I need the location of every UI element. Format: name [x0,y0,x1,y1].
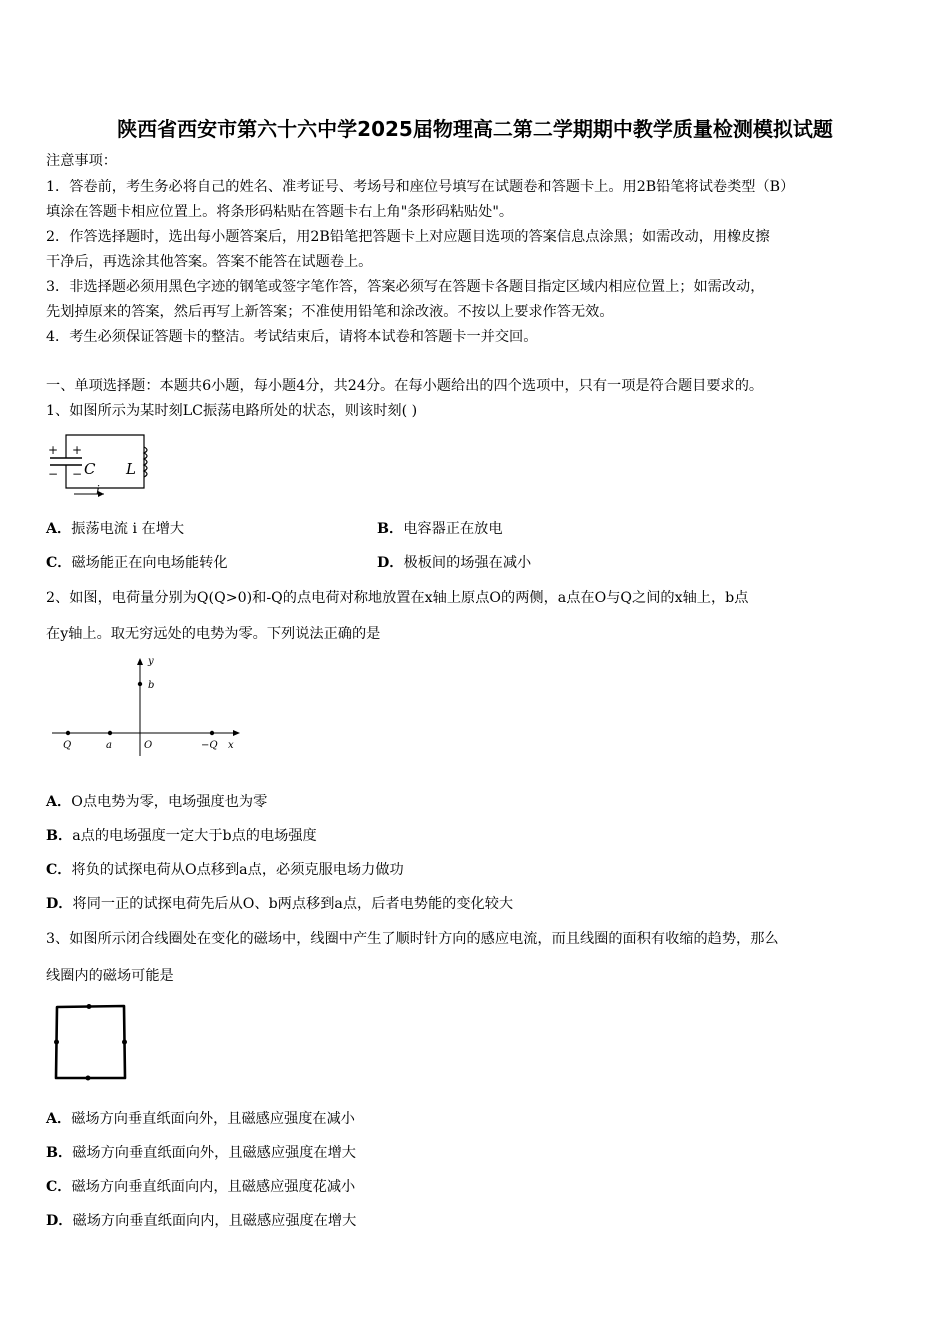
q2-stem-line-2: 在y轴上。取无穷远处的电势为零。下列说法正确的是 [46,626,381,642]
minus-sign-1: − [48,467,59,481]
notice-line-2: 填涂在答题卡相应位置上。将条形码粘贴在答题卡右上角"条形码粘贴处"。 [46,204,514,220]
q2-option-c-text: 将负的试探电荷从O点移到a点，必须克服电场力做功 [71,862,404,878]
x-axis-label: x [228,740,234,751]
charge-minus-q-label: −Q [201,740,218,751]
q1-option-b-text: 电容器正在放电 [403,521,503,537]
page-title: 陕西省西安市第六十六中学2025届物理高二第二学期期中教学质量检测模拟试题 [117,117,833,141]
q2-option-c-label: C． [46,862,72,878]
q3-option-c-label: C． [46,1179,72,1195]
origin-label: O [144,740,153,751]
notice-line-6: 先划掉原来的答案，然后再写上新答案；不准使用铅笔和涂改液。不按以上要求作答无效。 [46,304,614,320]
q2-option-a-text: O点电势为零，电场强度也为零 [71,794,268,810]
q3-option-b-text: 磁场方向垂直纸面向外，且磁感应强度在增大 [72,1145,356,1161]
q3-option-d-text: 磁场方向垂直纸面向内，且磁感应强度在增大 [72,1213,357,1229]
point-a-label: a [106,740,112,751]
q3-option-c [46,1178,355,1196]
notice-line-7: 4．考生必须保证答题卡的整洁。考试结束后，请将本试卷和答题卡一并交回。 [46,329,538,345]
q1-option-a-text: 振荡电流 i 在增大 [71,521,185,537]
q2-option-d-text: 将同一正的试探电荷先后从O、b两点移到a点，后者电势能的变化较大 [72,896,514,912]
q2-option-c [46,861,404,879]
q3-option-d-label: D． [46,1213,73,1229]
q2-option-a [46,793,267,811]
q1-option-c-text: 磁场能正在向电场能转化 [71,555,228,571]
capacitor-label: C [84,460,96,478]
section-heading: 一、单项选择题：本题共6小题，每小题4分，共24分。在每小题给出的四个选项中，只有一项是符合题目要求的。 [46,378,764,394]
current-label: i [96,483,100,497]
q1-option-d-text: 极板间的场强在减小 [403,555,532,571]
plus-sign-2: + [72,443,83,457]
q3-option-a-label: A． [46,1111,72,1127]
q1-option-b-label: B． [377,521,404,537]
q3-option-a [46,1110,355,1128]
charge-axis-figure [48,652,248,762]
coil-loop-figure [50,1002,132,1084]
q3-option-c-text: 磁场方向垂直纸面向内，且磁感应强度花减小 [71,1179,356,1195]
q1-option-d [377,554,531,572]
notice-line-1: 1．答卷前，考生务必将自己的姓名、准考证号、考场号和座位号填写在试题卷和答题卡上。用2B铅笔将试卷类型（B） [46,179,795,195]
point-b-label: b [148,680,155,691]
y-axis-label: y [148,656,154,667]
q1-option-a-label: A． [46,521,72,537]
q2-option-d-label: D． [46,896,73,912]
q3-option-b-label: B． [46,1145,73,1161]
q1-option-d-label: D． [377,555,404,571]
q1-option-b [377,520,503,538]
q2-option-d [46,895,513,913]
notice-line-4: 干净后，再选涂其他答案。答案不能答在试题卷上。 [46,254,373,270]
q2-option-b [46,827,317,845]
plus-sign-1: + [48,443,59,457]
notice-heading: 注意事项： [46,153,117,169]
q3-stem-line-1: 3、如图所示闭合线圈处在变化的磁场中，线圈中产生了顺时针方向的感应电流，而且线圈的面积有收缩的趋势，那么 [46,931,779,947]
minus-sign-2: − [72,467,83,481]
q3-option-d [46,1212,356,1230]
q3-option-a-text: 磁场方向垂直纸面向外，且磁感应强度在减小 [71,1111,355,1127]
lc-circuit-figure [44,430,154,500]
q2-stem-line-1: 2、如图，电荷量分别为Q(Q>0)和-Q的点电荷对称地放置在x轴上原点O的两侧，a点在O与Q之间的x轴上，b点 [46,590,749,606]
q2-option-a-label: A． [46,794,72,810]
q1-stem: 1、如图所示为某时刻LC振荡电路所处的状态，则该时刻( ) [46,403,418,419]
notice-line-3: 2．作答选择题时，选出每小题答案后，用2B铅笔把答题卡上对应题目选项的答案信息点涂黑；如需改动，用橡皮擦 [46,229,770,245]
q3-stem-line-2: 线圈内的磁场可能是 [46,968,174,984]
q1-option-a [46,520,184,538]
q2-option-b-label: B． [46,828,73,844]
inductor-label: L [126,460,136,478]
q2-option-b-text: a点的电场强度一定大于b点的电场强度 [72,828,317,844]
charge-q-label: Q [63,740,72,751]
q3-option-b [46,1144,356,1162]
q1-option-c-label: C． [46,555,72,571]
notice-line-5: 3．非选择题必须用黑色字迹的钢笔或签字笔作答，答案必须写在答题卡各题目指定区域内相应位置上；如需改动， [46,279,765,295]
q1-option-c [46,554,228,572]
